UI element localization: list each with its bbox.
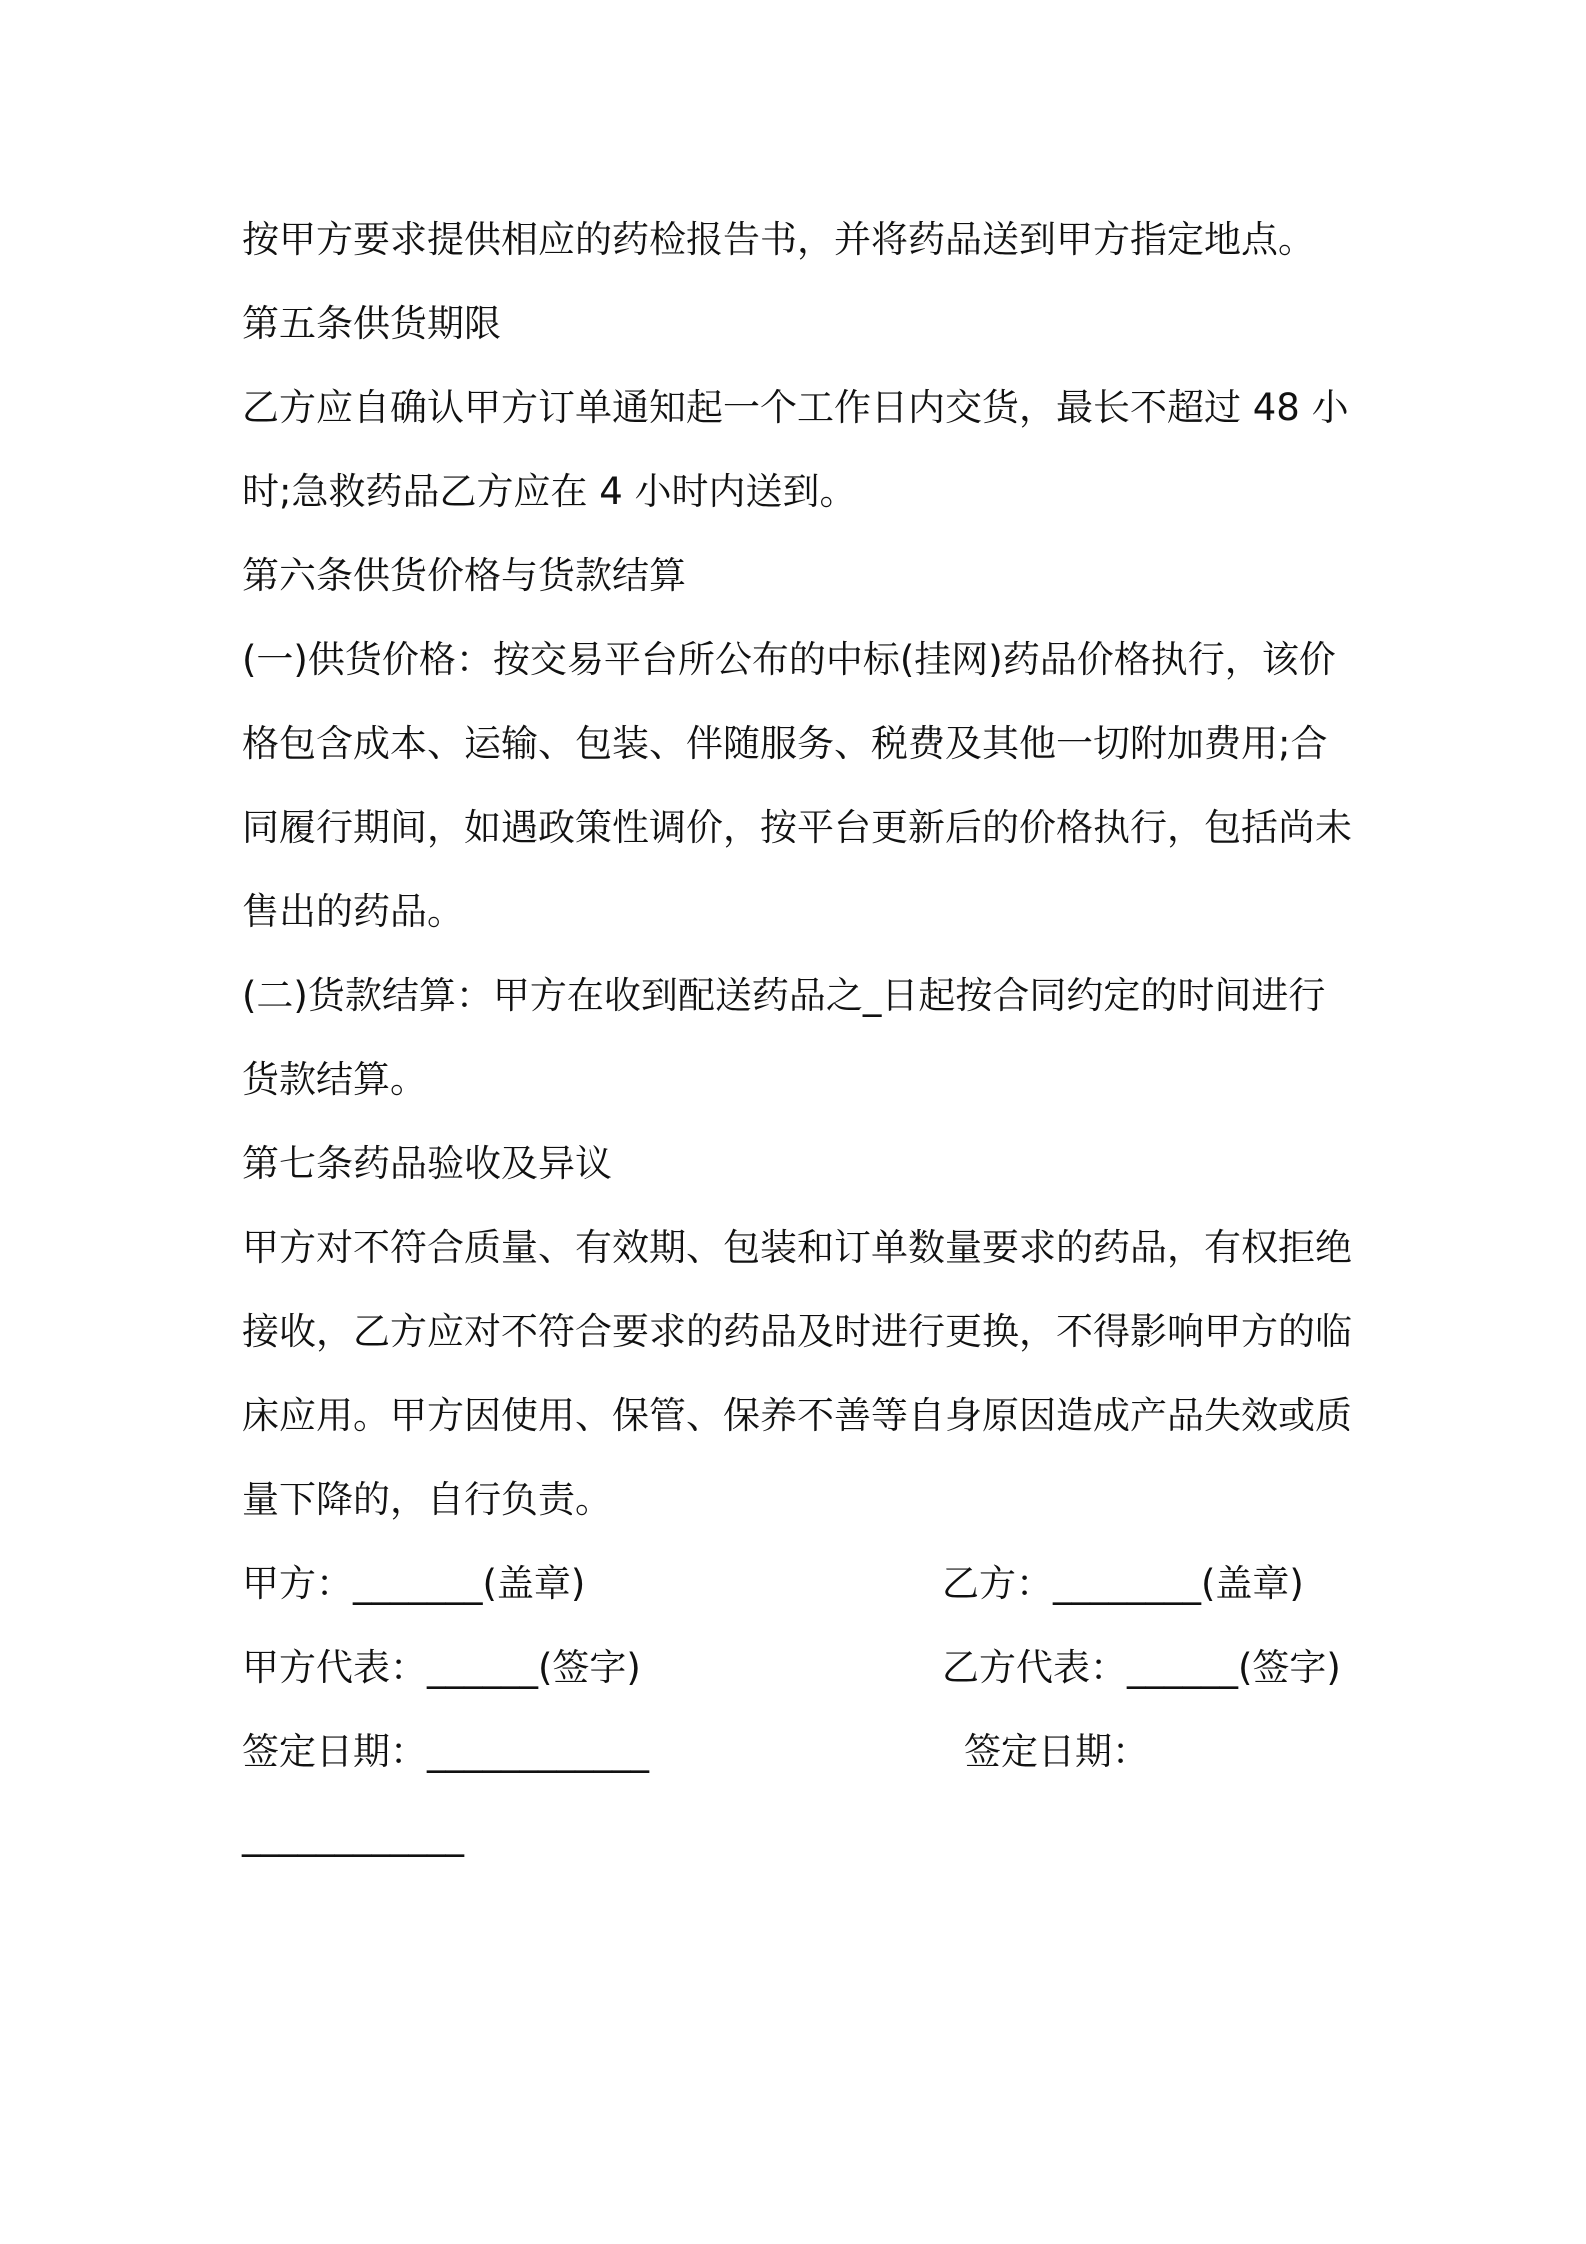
paragraph-line: 按甲方要求提供相应的药检报告书，并将药品送到甲方指定地点。 — [242, 218, 1315, 261]
signature-row-party — [242, 1542, 1362, 1626]
signature-row-representative — [242, 1626, 1362, 1710]
paragraph-line: 床应用。甲方因使用、保管、保养不善等自身原因造成产品失效或质 — [242, 1394, 1352, 1437]
party-a-date-field: 签定日期：____________ — [242, 1730, 649, 1773]
section-heading-6: 第六条供货价格与货款结算 — [242, 554, 686, 597]
section-heading-7: 第七条药品验收及异议 — [242, 1142, 612, 1185]
paragraph-line: 甲方对不符合质量、有效期、包装和订单数量要求的药品，有权拒绝 — [242, 1226, 1352, 1269]
paragraph-line: 时;急救药品乙方应在 4 小时内送到。 — [242, 470, 857, 513]
signature-row-date — [242, 1710, 1362, 1794]
party-b-date-field: 签定日期： — [964, 1730, 1149, 1773]
paragraph-line: (二)货款结算：甲方在收到配送药品之_日起按合同约定的时间进行 — [242, 974, 1326, 1017]
paragraph-line: (一)供货价格：按交易平台所公布的中标(挂网)药品价格执行，该价 — [242, 638, 1336, 681]
paragraph-line: 售出的药品。 — [242, 890, 464, 933]
document-body — [242, 198, 1362, 1878]
section-heading-5: 第五条供货期限 — [242, 302, 501, 345]
party-a-representative-field: 甲方代表：______(签字) — [242, 1646, 641, 1689]
party-a-seal-field: 甲方：_______(盖章) — [242, 1562, 586, 1605]
party-b-representative-field: 乙方代表：______(签字) — [942, 1646, 1341, 1689]
party-b-date-blank: ____________ — [242, 1814, 464, 1857]
paragraph-line: 接收，乙方应对不符合要求的药品及时进行更换，不得影响甲方的临 — [242, 1310, 1352, 1353]
paragraph-line: 量下降的，自行负责。 — [242, 1478, 612, 1521]
paragraph-line: 货款结算。 — [242, 1058, 427, 1101]
paragraph-line: 同履行期间，如遇政策性调价，按平台更新后的价格执行，包括尚未 — [242, 806, 1352, 849]
party-b-seal-field: 乙方：________(盖章) — [942, 1562, 1304, 1605]
paragraph-line: 乙方应自确认甲方订单通知起一个工作日内交货，最长不超过 48 小 — [242, 386, 1349, 429]
paragraph-line: 格包含成本、运输、包装、伴随服务、税费及其他一切附加费用;合 — [242, 722, 1328, 765]
